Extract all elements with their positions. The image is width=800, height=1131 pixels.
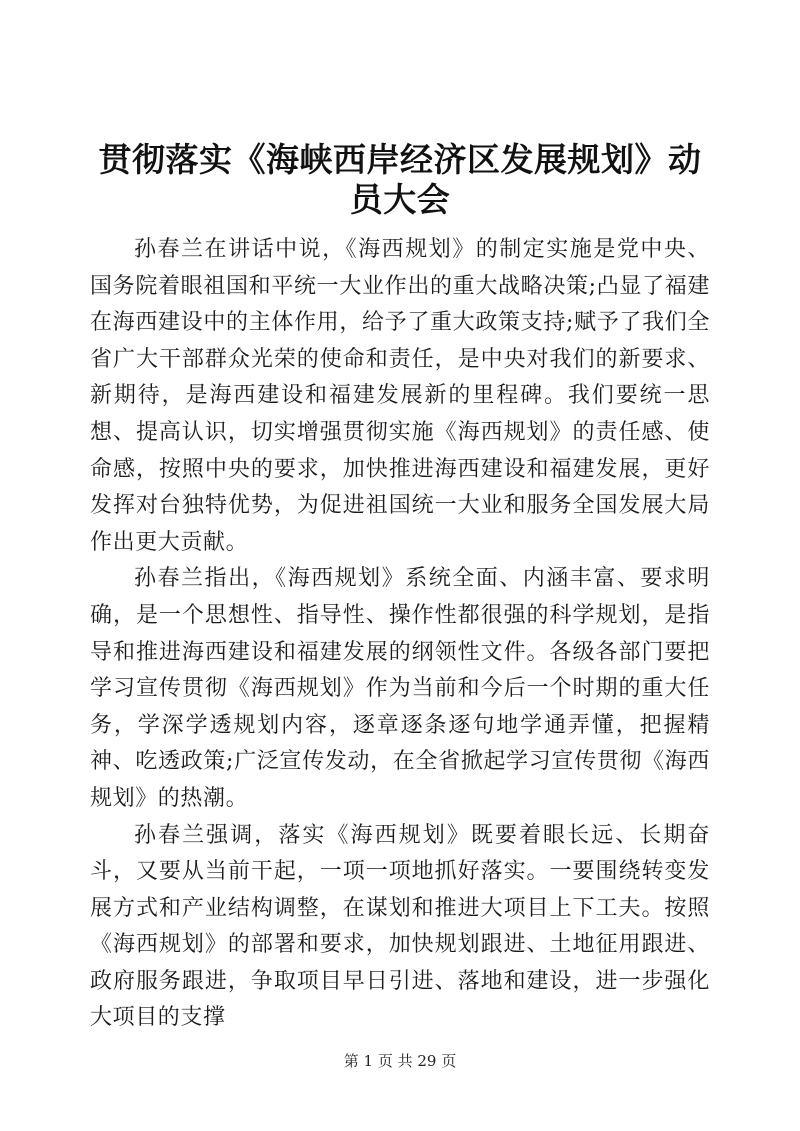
paragraph-3: 孙春兰强调，落实《海西规划》既要着眼长远、长期奋斗，又要从当前干起，一项一项地抓好落实。一要围绕转变发展方式和产业结构调整，在谋划和推进大项目上下工夫。按照《海西规划》的部署和要求，加快规划跟进、土地征用跟进、政府服务跟进，争取项目早日引进、落地和建设，进一步强化大项目的支撑 <box>90 822 710 1031</box>
paragraph-1: 孙春兰在讲话中说，《海西规划》的制定实施是党中央、国务院着眼祖国和平统一大业作出的重大战略决策;凸显了福建在海西建设中的主体作用，给予了重大政策支持;赋予了我们全省广大干部群众光荣的使命和责任，是中央对我们的新要求、新期待，是海西建设和福建发展新的里程碑。我们要统一思想、提高认识，切实增强贯彻实施《海西规划》的责任感、使命感，按照中央的要求，加快推进海西建设和福建发展，更好发挥对台独特优势，为促进祖国统一大业和服务全国发展大局作出更大贡献。 <box>90 237 710 555</box>
document-title: 贯彻落实《海峡西岸经济区发展规划》动员大会 <box>98 140 702 219</box>
paragraph-2: 孙春兰指出，《海西规划》系统全面、内涵丰富、要求明确，是一个思想性、指导性、操作性都很强的科学规划，是指导和推进海西建设和福建发展的纲领性文件。各级各部门要把学习宣传贯彻《海西规划》作为当前和今后一个时期的重大任务，学深学透规划内容，逐章逐条逐句地学通弄懂，把握精神、吃透政策;广泛宣传发动，在全省掀起学习宣传贯彻《海西规划》的热潮。 <box>90 566 710 811</box>
document-body <box>90 232 710 1037</box>
page-footer: 第 1 页 共 29 页 <box>343 1052 457 1070</box>
